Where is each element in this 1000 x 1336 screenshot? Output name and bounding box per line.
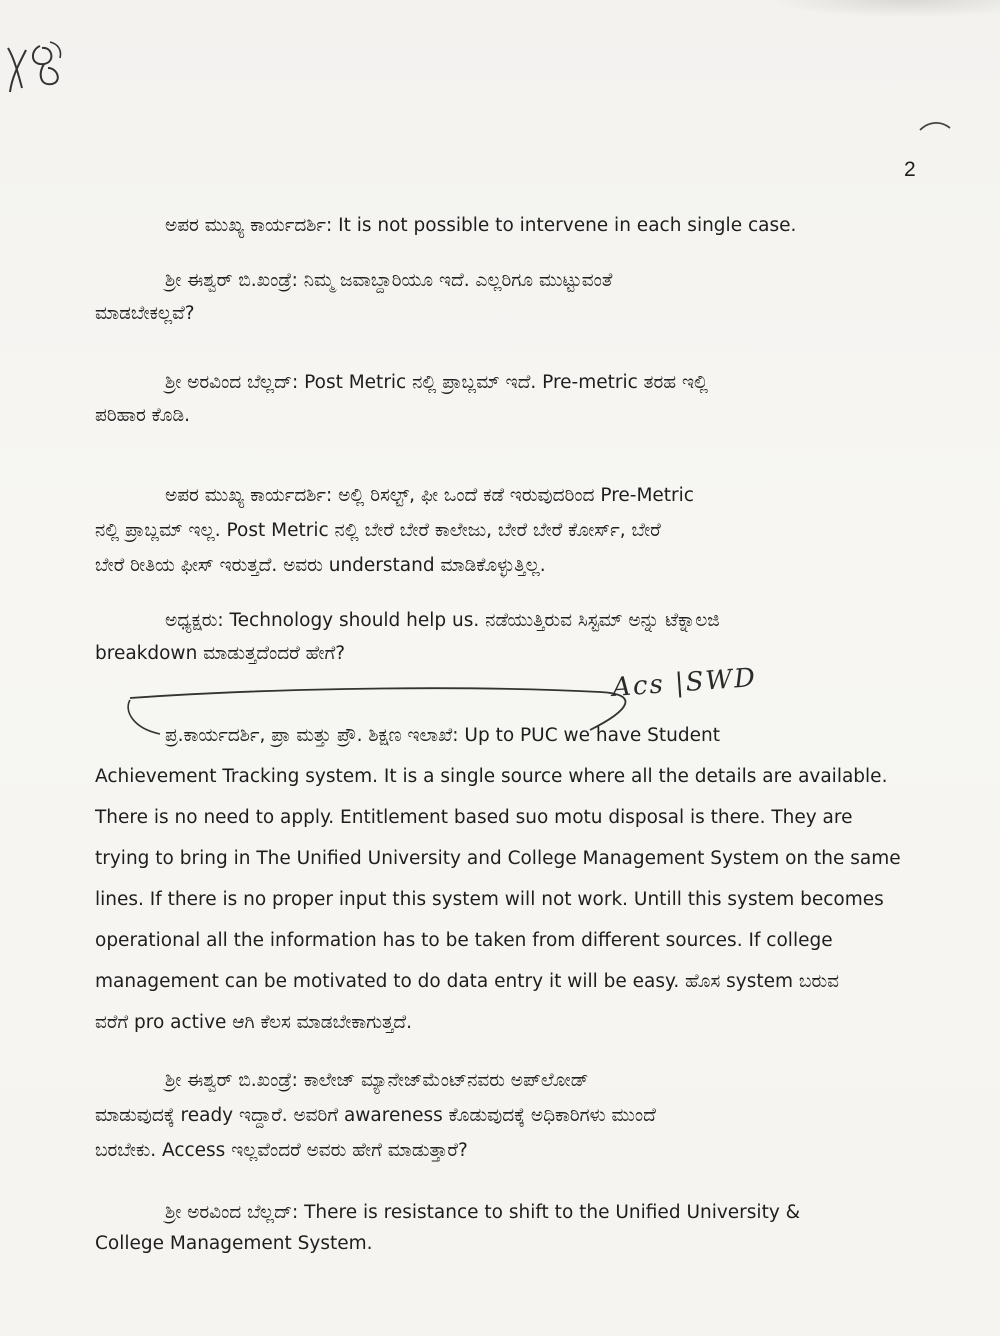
paragraph-3	[95, 362, 910, 436]
paragraph-line: ಮಾಡುವುದಕ್ಕೆ ready ಇದ್ದಾರೆ. ಅವರಿಗೆ awareness ಕೊಡುವುದಕ್ಕೆ ಅಧಿಕಾರಿಗಳು ಮುಂದೆ	[95, 1105, 656, 1126]
paragraph-line: lines. If there is no proper input this system will not work. Untill this system becomes	[95, 889, 884, 910]
paragraph-line: ಅಪರ ಮುಖ್ಯ ಕಾರ್ಯದರ್ಶಿ: It is not possible to intervene in each single case.	[165, 215, 797, 236]
paragraph-line: College Management System.	[95, 1233, 373, 1254]
paragraph-line: There is no need to apply. Entitlement based suo motu disposal is there. They are	[95, 807, 853, 828]
page-corner-mark	[918, 118, 952, 138]
paragraph-1	[95, 205, 910, 246]
paragraph-line: trying to bring in The Unified University and College Management System on the same	[95, 848, 901, 869]
paragraph-line: ಶ್ರೀ ಈಶ್ವರ್ ಬಿ.ಖಂಡ್ರೆ: ಕಾಲೇಜ್ ಮ್ಯಾನೇಜ್‌ಮೆಂಟ್‌ನವರು ಅಪ್‌ಲೋಡ್	[165, 1070, 589, 1091]
page-corner-shadow	[770, 0, 1000, 18]
page-number: 2	[904, 158, 916, 181]
paragraph-line: ಪ್ರ.ಕಾರ್ಯದರ್ಶಿ, ಪ್ರಾ ಮತ್ತು ಪ್ರೌ. ಶಿಕ್ಷಣ ಇಲಾಖೆ: Up to PUC we have Student	[165, 725, 721, 746]
handwritten-annotation-text: Acs |SWD	[611, 662, 758, 704]
handwritten-initials-mark	[0, 28, 80, 108]
paragraph-line: ವರೆಗೆ pro active ಆಗಿ ಕೆಲಸ ಮಾಡಬೇಕಾಗುತ್ತದೆ.	[95, 1012, 412, 1033]
paragraph-line: ಬೇರೆ ರೀತಿಯ ಫೀಸ್ ಇರುತ್ತದೆ. ಅವರು understand ಮಾಡಿಕೊಳ್ಳುತ್ತಿಲ್ಲ.	[95, 555, 546, 576]
paragraph-line: ಶ್ರೀ ಅರವಿಂದ ಬೆಲ್ಲದ್: There is resistance to shift to the Unified University &	[165, 1202, 801, 1223]
paragraph-2	[95, 260, 910, 334]
paragraph-line: breakdown ಮಾಡುತ್ತದೆಂದರೆ ಹೇಗೆ?	[95, 643, 346, 664]
paragraph-line: management can be motivated to do data entry it will be easy. ಹೊಸ system ಬರುವ	[95, 971, 839, 992]
paragraph-line: ನಲ್ಲಿ ಪ್ರಾಬ್ಲಮ್ ಇಲ್ಲ. Post Metric ನಲ್ಲಿ ಬೇರೆ ಬೇರೆ ಕಾಲೇಜು, ಬೇರೆ ಬೇರೆ ಕೋರ್ಸ್, ಬೇರೆ	[95, 520, 661, 541]
paragraph-line: ಶ್ರೀ ಈಶ್ವರ್ ಬಿ.ಖಂಡ್ರೆ: ನಿಮ್ಮ ಜವಾಬ್ದಾರಿಯೂ ಇದೆ. ಎಲ್ಲರಿಗೂ ಮುಟ್ಟುವಂತೆ	[165, 270, 613, 291]
paragraph-line: ಅಧ್ಯಕ್ಷರು: Technology should help us. ನಡೆಯುತ್ತಿರುವ ಸಿಸ್ಟಮ್ ಅನ್ನು ಟೆಕ್ನಾಲಜಿ	[165, 610, 720, 631]
paragraph-6	[95, 715, 910, 1043]
paragraph-line: operational all the information has to be taken from different sources. If college	[95, 930, 833, 951]
paragraph-5	[95, 600, 910, 674]
paragraph-line: ಅಪರ ಮುಖ್ಯ ಕಾರ್ಯದರ್ಶಿ: ಅಲ್ಲಿ ರಿಸಲ್ಟ್, ಫೀ ಒಂದೆ ಕಡೆ ಇರುವುದರಿಂದ Pre-Metric	[165, 485, 694, 506]
paragraph-line: Achievement Tracking system. It is a single source where all the details are available.	[95, 766, 888, 787]
paragraph-line: ಮಾಡಬೇಕಲ್ಲವೆ?	[95, 303, 195, 324]
paragraph-4	[95, 475, 910, 586]
paragraph-line: ಶ್ರೀ ಅರವಿಂದ ಬೆಲ್ಲದ್: Post Metric ನಲ್ಲಿ ಪ್ರಾಬ್ಲಮ್ ಇದೆ. Pre-metric ತರಹ ಇಲ್ಲಿ	[165, 372, 708, 393]
paragraph-line: ಪರಿಹಾರ ಕೊಡಿ.	[95, 405, 191, 426]
paragraph-line: ಬರಬೇಕು. Access ಇಲ್ಲವೆಂದರೆ ಅವರು ಹೇಗೆ ಮಾಡುತ್ತಾರೆ?	[95, 1140, 468, 1161]
paragraph-7	[95, 1060, 910, 1171]
paragraph-8	[95, 1192, 910, 1264]
